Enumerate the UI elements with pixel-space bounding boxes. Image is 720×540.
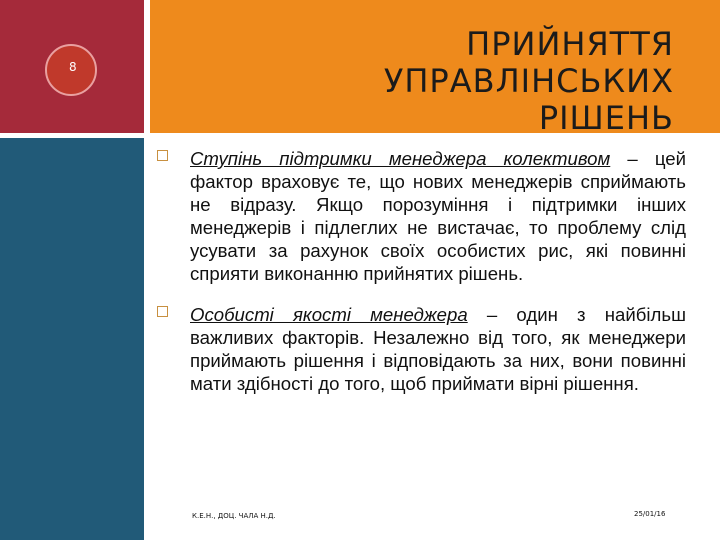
slide-content	[152, 147, 686, 395]
footer-date: 25/01/16	[634, 510, 666, 518]
bullet-item	[152, 147, 686, 285]
bullet-item	[152, 303, 686, 395]
slide-number: 8	[69, 60, 77, 74]
bullet-square-icon	[157, 150, 168, 161]
title-line: РІШЕНЬ	[538, 99, 674, 137]
bullet-term: Особисті якості менеджера	[190, 304, 468, 325]
bullet-square-icon	[157, 306, 168, 317]
title-line: ПРИЙНЯТТЯ	[466, 25, 674, 63]
title-line: УПРАВЛІНСЬКИХ	[383, 62, 674, 100]
bullet-text: – цей фактор враховує те, що нових менеджерів сприймають не відразу. Якщо порозуміння і підтримки інших менеджерів і підлеглих не вистачає, то проблему слід усувати за рахунок своїх особистих рис, які повинні сприяти виконанню прийнятих рішень.	[190, 148, 686, 284]
bullet-text: – один з найбільш важливих факторів. Незалежно від того, як менеджери приймають рішення і відповідають за них, вони повинні мати здібності до того, щоб приймати вірні рішення.	[190, 304, 686, 394]
footer-author: К.Е.Н., ДОЦ. ЧАЛА Н.Д.	[192, 512, 276, 520]
left-bottom-panel	[0, 138, 144, 540]
slide-title	[384, 26, 674, 137]
slide-number-badge	[45, 44, 97, 96]
bullet-term: Ступінь підтримки менеджера колективом	[190, 148, 611, 169]
